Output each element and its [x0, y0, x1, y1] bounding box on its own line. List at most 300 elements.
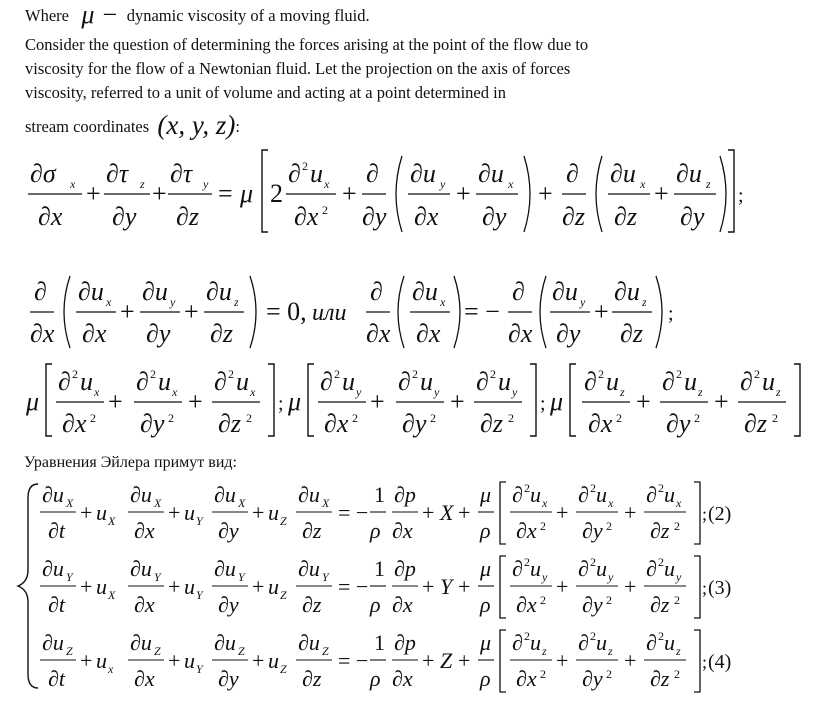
- svg-text:u: u: [184, 574, 195, 599]
- svg-text:x: x: [676, 496, 682, 510]
- svg-text:2: 2: [606, 667, 612, 681]
- svg-text:∂: ∂: [398, 367, 411, 396]
- svg-text:μ: μ: [26, 387, 40, 416]
- svg-text:+: +: [80, 500, 93, 525]
- svg-text:∂t: ∂t: [48, 592, 65, 617]
- svg-text:1: 1: [374, 482, 385, 507]
- svg-text:∂z: ∂z: [562, 202, 585, 231]
- svg-text:∂t: ∂t: [48, 518, 65, 543]
- svg-text:+: +: [624, 574, 637, 599]
- svg-text:μ: μ: [550, 387, 564, 416]
- svg-text:∂u: ∂u: [214, 482, 236, 507]
- svg-text:∂: ∂: [512, 277, 525, 306]
- svg-text:2: 2: [246, 411, 252, 425]
- svg-text:u: u: [762, 367, 775, 396]
- svg-text:+: +: [252, 574, 265, 599]
- svg-text:∂u: ∂u: [298, 630, 320, 655]
- svg-text:ρ: ρ: [480, 592, 491, 617]
- svg-text:x: x: [640, 177, 646, 191]
- svg-text:∂: ∂: [34, 277, 47, 306]
- svg-text:2: 2: [430, 411, 436, 425]
- svg-text:y: y: [356, 385, 362, 399]
- svg-text:y: y: [580, 295, 586, 309]
- svg-text:z: z: [642, 295, 647, 309]
- svg-text:2: 2: [334, 367, 340, 381]
- svg-text:∂: ∂: [646, 556, 657, 581]
- equation-laplacians: [0, 360, 820, 440]
- svg-text:u: u: [530, 556, 541, 581]
- equation-continuity: [0, 270, 820, 350]
- svg-text:∂z: ∂z: [302, 518, 322, 543]
- svg-text:Z: Z: [322, 644, 329, 658]
- svg-text:Y: Y: [66, 570, 73, 584]
- svg-text:2: 2: [754, 367, 760, 381]
- svg-text:∂u: ∂u: [214, 630, 236, 655]
- euler-equation-z: [40, 629, 731, 692]
- svg-text:2: 2: [590, 555, 596, 569]
- svg-text:;: ;: [702, 652, 708, 672]
- svg-text:∂y: ∂y: [146, 319, 171, 348]
- svg-text:Z: Z: [154, 644, 161, 658]
- svg-text:x: x: [542, 496, 548, 510]
- svg-text:z: z: [542, 644, 547, 658]
- svg-text:∂u: ∂u: [42, 556, 64, 581]
- svg-text:∂y: ∂y: [582, 666, 603, 691]
- stream-label: stream coordinates: [25, 117, 150, 136]
- svg-text:1: 1: [374, 556, 385, 581]
- svg-text:∂: ∂: [740, 367, 753, 396]
- svg-text:∂x: ∂x: [366, 319, 391, 348]
- svg-text:2: 2: [524, 481, 530, 495]
- svg-text:2: 2: [90, 411, 96, 425]
- svg-text:∂x: ∂x: [508, 319, 533, 348]
- svg-text:= −: = −: [338, 574, 369, 599]
- svg-text:Z: Z: [280, 588, 287, 602]
- svg-text:ρ: ρ: [370, 518, 381, 543]
- svg-text:u: u: [80, 367, 93, 396]
- svg-text:2: 2: [490, 367, 496, 381]
- svg-text:2: 2: [590, 481, 596, 495]
- svg-text:Z: Z: [280, 514, 287, 528]
- svg-text:2: 2: [540, 519, 546, 533]
- svg-text:∂: ∂: [366, 159, 379, 188]
- svg-text:∂z: ∂z: [614, 202, 637, 231]
- svg-text:+: +: [556, 648, 569, 673]
- svg-text:∂u: ∂u: [142, 277, 168, 306]
- svg-text:∂u: ∂u: [610, 159, 636, 188]
- svg-text:;: ;: [668, 303, 674, 325]
- tag-2: (2): [708, 503, 732, 525]
- svg-text:∂u: ∂u: [42, 630, 64, 655]
- svg-text:∂p: ∂p: [394, 630, 416, 655]
- svg-text:Y: Y: [196, 588, 203, 602]
- svg-text:Z: Z: [66, 644, 73, 658]
- tag-4: (4): [708, 651, 732, 673]
- svg-text:2: 2: [694, 411, 700, 425]
- svg-text:;: ;: [738, 185, 744, 207]
- svg-text:2: 2: [508, 411, 514, 425]
- svg-text:u: u: [606, 367, 619, 396]
- svg-text:= −: = −: [464, 297, 500, 326]
- svg-text:+: +: [86, 179, 101, 208]
- svg-text:∂u: ∂u: [130, 556, 152, 581]
- svg-text:= −: = −: [338, 500, 369, 525]
- svg-text:u: u: [498, 367, 511, 396]
- svg-text:∂x: ∂x: [516, 666, 537, 691]
- svg-text:2: 2: [658, 555, 664, 569]
- svg-text:2: 2: [674, 667, 680, 681]
- euler-equation-x: [40, 481, 731, 544]
- svg-text:y: y: [676, 570, 682, 584]
- paragraph-line-1: Consider the question of determining the forces arising at the point of the flow due to: [25, 35, 589, 54]
- svg-text:∂x: ∂x: [324, 409, 349, 438]
- svg-text:2: 2: [658, 629, 664, 643]
- where-word: Where: [25, 6, 69, 25]
- equation-stress: [0, 146, 820, 236]
- svg-text:1: 1: [374, 630, 385, 655]
- svg-text:∂y: ∂y: [218, 592, 239, 617]
- svg-text:∂: ∂: [578, 482, 589, 507]
- svg-text:y: y: [203, 177, 209, 191]
- svg-text:∂z: ∂z: [302, 666, 322, 691]
- svg-text:+: +: [594, 297, 609, 326]
- svg-text:+: +: [450, 387, 465, 416]
- svg-text:=: =: [218, 179, 233, 208]
- svg-text:z: z: [620, 385, 625, 399]
- svg-text:+: +: [188, 387, 203, 416]
- svg-text:+: +: [654, 179, 669, 208]
- svg-text:∂: ∂: [58, 367, 71, 396]
- svg-text:X: X: [108, 514, 116, 528]
- svg-text:∂u: ∂u: [298, 556, 320, 581]
- svg-text:∂x: ∂x: [294, 202, 319, 231]
- svg-text:+: +: [168, 500, 181, 525]
- svg-text:∂y: ∂y: [482, 202, 507, 231]
- svg-text:2: 2: [676, 367, 682, 381]
- svg-text:∂: ∂: [288, 159, 301, 188]
- svg-text:y: y: [434, 385, 440, 399]
- svg-text:x: x: [106, 295, 112, 309]
- svg-text:u: u: [236, 367, 249, 396]
- svg-text:∂x: ∂x: [392, 518, 413, 543]
- svg-text:∂u: ∂u: [130, 482, 152, 507]
- svg-text:∂: ∂: [214, 367, 227, 396]
- svg-text:Y: Y: [196, 662, 203, 676]
- svg-text:∂u: ∂u: [676, 159, 702, 188]
- svg-text:+: +: [342, 179, 357, 208]
- coords-colon: :: [235, 117, 240, 136]
- svg-text:+: +: [422, 574, 435, 599]
- svg-text:ρ: ρ: [370, 666, 381, 691]
- svg-text:+: +: [624, 500, 637, 525]
- svg-text:ρ: ρ: [480, 518, 491, 543]
- svg-text:ρ: ρ: [370, 592, 381, 617]
- svg-text:∂x: ∂x: [134, 666, 155, 691]
- svg-text:X: X: [322, 496, 330, 510]
- svg-text:x: x: [440, 295, 446, 309]
- svg-text:;: ;: [702, 504, 708, 524]
- euler-heading: Уравнения Эйлера примут вид:: [24, 454, 237, 471]
- svg-text:∂x: ∂x: [134, 518, 155, 543]
- svg-text:u: u: [664, 482, 675, 507]
- svg-text:Y: Y: [154, 570, 161, 584]
- svg-text:x: x: [250, 385, 256, 399]
- svg-text:∂u: ∂u: [614, 277, 640, 306]
- svg-text:∂u: ∂u: [552, 277, 578, 306]
- svg-text:y: y: [542, 570, 548, 584]
- svg-text:+: +: [370, 387, 385, 416]
- svg-text:2: 2: [150, 367, 156, 381]
- svg-text:+: +: [80, 648, 93, 673]
- svg-text:u: u: [664, 630, 675, 655]
- svg-text:2: 2: [524, 555, 530, 569]
- svg-text:u: u: [96, 648, 107, 673]
- svg-text:∂z: ∂z: [210, 319, 233, 348]
- svg-text:+: +: [456, 179, 471, 208]
- svg-text:y: y: [512, 385, 518, 399]
- svg-text:μ: μ: [480, 630, 492, 655]
- svg-text:u: u: [268, 574, 279, 599]
- svg-text:X: X: [440, 500, 454, 525]
- word-ili: или: [312, 300, 347, 326]
- svg-text:2: 2: [270, 179, 283, 208]
- svg-text:∂y: ∂y: [218, 518, 239, 543]
- svg-text:∂z: ∂z: [480, 409, 503, 438]
- svg-text:∂: ∂: [476, 367, 489, 396]
- svg-text:∂u: ∂u: [42, 482, 64, 507]
- svg-text:u: u: [596, 630, 607, 655]
- svg-text:2: 2: [674, 593, 680, 607]
- svg-text:+: +: [184, 297, 199, 326]
- mu-symbol: μ −: [81, 0, 119, 29]
- svg-text:∂x: ∂x: [414, 202, 439, 231]
- svg-text:2: 2: [606, 519, 612, 533]
- svg-text:∂x: ∂x: [392, 592, 413, 617]
- stream-coordinates-line: [25, 110, 240, 140]
- svg-text:2: 2: [540, 593, 546, 607]
- svg-text:+: +: [168, 574, 181, 599]
- svg-text:X: X: [108, 588, 116, 602]
- svg-text:+: +: [422, 648, 435, 673]
- svg-text:z: z: [676, 644, 681, 658]
- svg-text:∂z: ∂z: [620, 319, 643, 348]
- svg-text:∂σ: ∂σ: [30, 159, 56, 188]
- svg-text:;: ;: [540, 393, 546, 415]
- svg-text:∂z: ∂z: [302, 592, 322, 617]
- svg-text:∂: ∂: [646, 630, 657, 655]
- svg-text:∂x: ∂x: [516, 518, 537, 543]
- svg-text:u: u: [596, 556, 607, 581]
- svg-text:Z: Z: [440, 648, 453, 673]
- svg-text:∂u: ∂u: [214, 556, 236, 581]
- svg-text:∂x: ∂x: [588, 409, 613, 438]
- svg-text:∂p: ∂p: [394, 556, 416, 581]
- where-description: dynamic viscosity of a moving fluid.: [126, 6, 370, 25]
- svg-text:∂z: ∂z: [744, 409, 767, 438]
- svg-text:∂u: ∂u: [298, 482, 320, 507]
- svg-text:x: x: [94, 385, 100, 399]
- svg-text:+: +: [714, 387, 729, 416]
- svg-text:∂u: ∂u: [78, 277, 104, 306]
- svg-text:+: +: [556, 574, 569, 599]
- svg-text:x: x: [608, 496, 614, 510]
- svg-text:x: x: [324, 177, 330, 191]
- svg-text:2: 2: [228, 367, 234, 381]
- svg-text:+: +: [252, 648, 265, 673]
- svg-text:Z: Z: [280, 662, 287, 676]
- svg-text:2: 2: [772, 411, 778, 425]
- svg-text:∂p: ∂p: [394, 482, 416, 507]
- svg-text:+: +: [636, 387, 651, 416]
- svg-text:∂x: ∂x: [516, 592, 537, 617]
- svg-text:∂x: ∂x: [134, 592, 155, 617]
- svg-text:∂: ∂: [646, 482, 657, 507]
- svg-text:∂: ∂: [512, 630, 523, 655]
- svg-text:X: X: [238, 496, 246, 510]
- svg-text:∂τ: ∂τ: [170, 159, 193, 188]
- svg-text:u: u: [596, 482, 607, 507]
- svg-text:u: u: [184, 500, 195, 525]
- svg-text:y: y: [608, 570, 614, 584]
- svg-text:∂y: ∂y: [680, 202, 705, 231]
- svg-text:∂: ∂: [566, 159, 579, 188]
- svg-text:μ: μ: [240, 179, 254, 208]
- svg-text:∂z: ∂z: [650, 592, 670, 617]
- svg-text:+: +: [168, 648, 181, 673]
- svg-text:∂y: ∂y: [666, 409, 691, 438]
- svg-text:u: u: [96, 500, 107, 525]
- svg-text:2: 2: [352, 411, 358, 425]
- svg-text:∂: ∂: [136, 367, 149, 396]
- svg-text:;: ;: [702, 578, 708, 598]
- svg-text:∂τ: ∂τ: [106, 159, 129, 188]
- svg-text:∂x: ∂x: [416, 319, 441, 348]
- svg-text:2: 2: [72, 367, 78, 381]
- svg-text:∂x: ∂x: [62, 409, 87, 438]
- svg-text:u: u: [268, 648, 279, 673]
- svg-text:∂u: ∂u: [410, 159, 436, 188]
- svg-text:∂: ∂: [512, 482, 523, 507]
- svg-text:u: u: [158, 367, 171, 396]
- svg-text:z: z: [698, 385, 703, 399]
- svg-text:+: +: [120, 297, 135, 326]
- svg-text:μ: μ: [480, 556, 492, 581]
- svg-text:2: 2: [606, 593, 612, 607]
- svg-text:u: u: [96, 574, 107, 599]
- svg-text:z: z: [140, 177, 145, 191]
- svg-text:∂z: ∂z: [650, 666, 670, 691]
- paragraph-line-3: viscosity, referred to a unit of volume and acting at a point determined in: [25, 83, 506, 102]
- svg-text:∂y: ∂y: [582, 592, 603, 617]
- svg-text:μ: μ: [480, 482, 492, 507]
- svg-text:2: 2: [674, 519, 680, 533]
- svg-text:∂y: ∂y: [112, 202, 137, 231]
- svg-text:∂y: ∂y: [582, 518, 603, 543]
- svg-text:∂u: ∂u: [206, 277, 232, 306]
- euler-system: [0, 478, 820, 698]
- svg-text:= −: = −: [338, 648, 369, 673]
- svg-text:x: x: [70, 177, 76, 191]
- svg-text:Y: Y: [440, 574, 453, 599]
- svg-text:Z: Z: [238, 644, 245, 658]
- svg-text:∂t: ∂t: [48, 666, 65, 691]
- svg-text:∂y: ∂y: [402, 409, 427, 438]
- svg-text:∂: ∂: [512, 556, 523, 581]
- svg-text:u: u: [184, 648, 195, 673]
- svg-text:∂z: ∂z: [650, 518, 670, 543]
- svg-text:2: 2: [658, 481, 664, 495]
- svg-text:2: 2: [590, 629, 596, 643]
- svg-text:+: +: [458, 648, 471, 673]
- svg-text:Y: Y: [196, 514, 203, 528]
- svg-text:∂: ∂: [320, 367, 333, 396]
- svg-text:∂z: ∂z: [218, 409, 241, 438]
- svg-text:+: +: [538, 179, 553, 208]
- svg-text:x: x: [172, 385, 178, 399]
- svg-text:∂u: ∂u: [478, 159, 504, 188]
- svg-text:2: 2: [412, 367, 418, 381]
- where-line: [25, 0, 370, 29]
- svg-text:Y: Y: [322, 570, 329, 584]
- svg-text:∂y: ∂y: [218, 666, 239, 691]
- svg-text:u: u: [530, 630, 541, 655]
- svg-text:x: x: [508, 177, 514, 191]
- coords-tuple: (x, y, z): [157, 110, 236, 140]
- svg-text:∂u: ∂u: [130, 630, 152, 655]
- svg-text:u: u: [420, 367, 433, 396]
- svg-text:+: +: [458, 500, 471, 525]
- svg-text:u: u: [342, 367, 355, 396]
- svg-text:∂z: ∂z: [176, 202, 199, 231]
- svg-text:+: +: [422, 500, 435, 525]
- svg-text:u: u: [664, 556, 675, 581]
- svg-text:x: x: [108, 662, 114, 676]
- svg-text:u: u: [310, 159, 323, 188]
- paragraph-line-2: viscosity for the flow of a Newtonian fluid. Let the projection on the axis of forces: [25, 59, 571, 78]
- svg-text:∂x: ∂x: [30, 319, 55, 348]
- svg-text:+: +: [80, 574, 93, 599]
- svg-text:z: z: [608, 644, 613, 658]
- svg-text:z: z: [776, 385, 781, 399]
- svg-text:z: z: [234, 295, 239, 309]
- svg-text:= 0,: = 0,: [266, 297, 307, 326]
- svg-text:+: +: [252, 500, 265, 525]
- svg-text:∂: ∂: [578, 556, 589, 581]
- svg-text:∂: ∂: [584, 367, 597, 396]
- tag-3: (3): [708, 577, 732, 599]
- svg-text:2: 2: [616, 411, 622, 425]
- svg-text:∂: ∂: [662, 367, 675, 396]
- svg-text:∂: ∂: [578, 630, 589, 655]
- svg-text:2: 2: [168, 411, 174, 425]
- svg-text:u: u: [268, 500, 279, 525]
- svg-text:2: 2: [322, 203, 328, 217]
- svg-text:u: u: [684, 367, 697, 396]
- svg-text:∂y: ∂y: [140, 409, 165, 438]
- svg-text:;: ;: [278, 393, 284, 415]
- svg-text:2: 2: [540, 667, 546, 681]
- svg-text:Y: Y: [238, 570, 245, 584]
- svg-text:y: y: [170, 295, 176, 309]
- svg-text:∂y: ∂y: [362, 202, 387, 231]
- svg-text:u: u: [530, 482, 541, 507]
- svg-text:∂: ∂: [370, 277, 383, 306]
- svg-text:2: 2: [598, 367, 604, 381]
- svg-text:∂x: ∂x: [82, 319, 107, 348]
- svg-text:μ: μ: [288, 387, 302, 416]
- svg-text:y: y: [440, 177, 446, 191]
- svg-text:+: +: [108, 387, 123, 416]
